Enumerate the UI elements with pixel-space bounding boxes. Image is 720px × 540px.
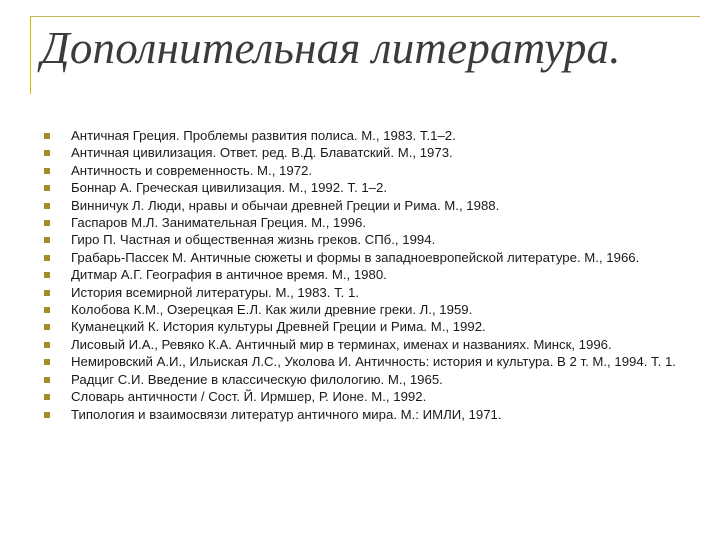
list-item: [40, 336, 690, 353]
list-item-text: Лисовый И.А., Ревяко К.А. Античный мир в терминах, именах и названиях. Минск, 1996.: [71, 336, 612, 352]
list-item-text: Словарь античности / Сост. Й. Ирмшер, Р. Ионе. М., 1992.: [71, 389, 427, 405]
list-item: [40, 144, 690, 161]
square-bullet-icon: [44, 342, 50, 348]
list-item-text: Гаспаров М.Л. Занимательная Греция. М., 1996.: [71, 215, 367, 231]
square-bullet-icon: [44, 255, 50, 261]
list-item-text: История всемирной литературы. М., 1983. Т. 1.: [71, 284, 360, 300]
square-bullet-icon: [44, 203, 50, 209]
square-bullet-icon: [44, 359, 50, 365]
square-bullet-icon: [44, 307, 50, 313]
list-item-text: Античная цивилизация. Ответ. ред. В.Д. Блаватский. М., 1973.: [71, 145, 453, 161]
list-item: [40, 127, 690, 144]
list-item-text: Античность и современность. М., 1972.: [71, 162, 313, 178]
list-item: [40, 371, 690, 388]
list-item: [40, 353, 690, 370]
list-item-text: Античная Греция. Проблемы развития полиса. М., 1983. Т.1–2.: [71, 128, 456, 143]
square-bullet-icon: [44, 394, 50, 400]
list-item: [40, 249, 690, 266]
square-bullet-icon: [44, 324, 50, 330]
list-item: [40, 231, 690, 248]
list-item: [40, 318, 690, 335]
list-item-text: Боннар А. Греческая цивилизация. М., 1992. Т. 1–2.: [71, 180, 387, 196]
list-item: [40, 284, 690, 301]
list-item-text: Грабарь-Пассек М. Античные сюжеты и формы в западноевропейской литературе. М., 1966.: [71, 249, 640, 265]
list-item-text: Винничук Л. Люди, нравы и обычаи древней Греции и Рима. М., 1988.: [71, 197, 500, 213]
list-item: [40, 266, 690, 283]
square-bullet-icon: [44, 150, 50, 156]
title-accent-vertical-line: [30, 16, 31, 94]
list-item: [40, 388, 690, 405]
list-item: [40, 406, 690, 423]
square-bullet-icon: [44, 272, 50, 278]
list-item-text: Радциг С.И. Введение в классическую филологию. М., 1965.: [71, 371, 443, 387]
list-item: [40, 214, 690, 231]
square-bullet-icon: [44, 412, 50, 418]
list-item-text: Типология и взаимосвязи литератур античного мира. М.: ИМЛИ, 1971.: [71, 406, 502, 422]
title-accent-horizontal-line: [30, 16, 700, 17]
bibliography-list: [40, 127, 690, 423]
square-bullet-icon: [44, 168, 50, 174]
list-item-text: Куманецкий К. История культуры Древней Греции и Рима. М., 1992.: [71, 319, 486, 335]
square-bullet-icon: [44, 133, 50, 139]
list-item-text: Колобова К.М., Озерецкая Е.Л. Как жили древние греки. Л., 1959.: [71, 302, 473, 318]
slide-title: Дополнительная литература.: [41, 23, 621, 73]
square-bullet-icon: [44, 185, 50, 191]
list-item: [40, 162, 690, 179]
square-bullet-icon: [44, 290, 50, 296]
list-item: [40, 301, 690, 318]
list-item: [40, 179, 690, 196]
list-item-text: Дитмар А.Г. География в античное время. М., 1980.: [71, 267, 387, 283]
list-item-text: Гиро П. Частная и общественная жизнь греков. СПб., 1994.: [71, 232, 436, 248]
square-bullet-icon: [44, 237, 50, 243]
square-bullet-icon: [44, 220, 50, 226]
square-bullet-icon: [44, 377, 50, 383]
list-item: [40, 197, 690, 214]
list-item-text: Немировский А.И., Ильиская Л.С., Уколова И. Античность: история и культура. В 2 т. М., 1994. Т. 1.: [71, 354, 676, 370]
